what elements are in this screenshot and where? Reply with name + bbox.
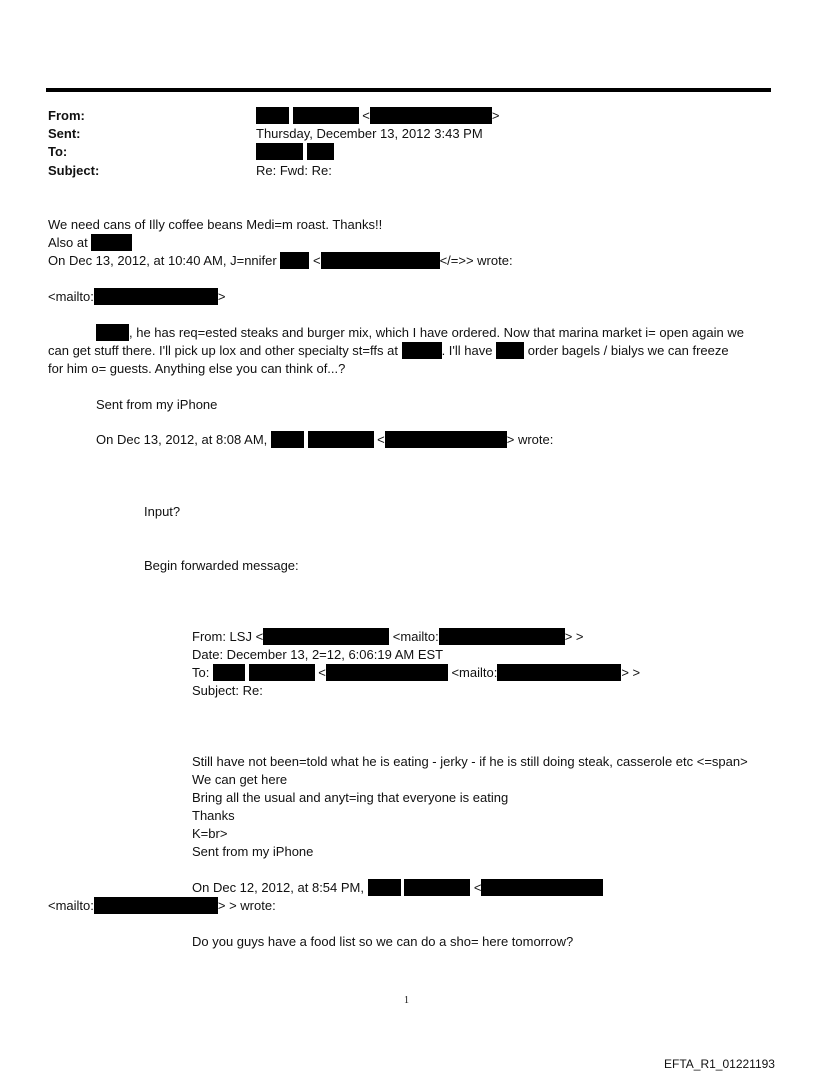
to-label: To: — [48, 144, 68, 159]
redaction — [307, 143, 334, 160]
redaction — [497, 664, 621, 681]
body-line-also: Also at — [48, 234, 132, 252]
input-line: Input? — [144, 504, 181, 519]
body-line-on-dec13-1040: On Dec 13, 2012, at 10:40 AM, J=nnifer < </=>> wrote: — [48, 253, 513, 268]
redaction — [213, 664, 245, 681]
from-gt: > — [491, 108, 500, 123]
from-label: From: — [48, 108, 85, 123]
redaction — [370, 107, 492, 124]
redaction — [293, 107, 359, 124]
redaction — [368, 879, 401, 896]
page-number: 1 — [404, 995, 409, 1006]
redaction — [256, 143, 303, 160]
still-line-2: We can get here — [192, 772, 288, 787]
still-line-4: Thanks — [192, 808, 235, 823]
subject-value: Re: Fwd: Re: — [256, 163, 332, 178]
redaction — [439, 628, 565, 645]
still-line-1: Still have not been=told what he is eating - jerky - if he is still doing steak, casserole etc <=span> — [192, 754, 748, 769]
redaction — [308, 431, 374, 448]
redaction — [321, 252, 440, 269]
from-value — [256, 107, 499, 125]
fwd-date: Date: December 13, 2=12, 6:06:19 AM EST — [192, 647, 444, 662]
sent-from-iphone-2: Sent from my iPhone — [192, 844, 314, 859]
redaction — [271, 431, 304, 448]
still-line-5: K=br> — [192, 826, 228, 841]
redaction — [94, 897, 218, 914]
sent-value: Thursday, December 13, 2012 3:43 PM — [256, 126, 483, 141]
redaction — [326, 664, 448, 681]
body-para-line1: , he has req=ested steaks and burger mix, which I have ordered. Now that marina market i= open again we — [96, 324, 744, 342]
header-rule — [46, 88, 771, 92]
body-mailto-1: <mailto: > — [48, 289, 226, 304]
redaction — [496, 342, 524, 359]
begin-forwarded: Begin forwarded message: — [144, 558, 299, 573]
redaction — [249, 664, 315, 681]
body-mailto-2: <mailto: > > wrote: — [48, 898, 276, 913]
fwd-subject: Subject: Re: — [192, 683, 263, 698]
redaction — [404, 879, 470, 896]
redaction — [96, 324, 129, 341]
body-line-coffee: We need cans of Illy coffee beans Medi=m roast. Thanks!! — [48, 217, 383, 232]
redaction — [385, 431, 507, 448]
bates-number: EFTA_R1_01221193 — [664, 1057, 775, 1071]
on-dec12-0854: On Dec 12, 2012, at 8:54 PM, < — [192, 879, 603, 897]
redaction — [256, 107, 289, 124]
sent-from-iphone-1: Sent from my iPhone — [96, 397, 218, 412]
still-line-3: Bring all the usual and anyt=ing that everyone is eating — [192, 790, 509, 805]
on-dec13-0808: On Dec 13, 2012, at 8:08 AM, < > wrote: — [96, 432, 554, 447]
food-list-line: Do you guys have a food list so we can do a sho= here tomorrow? — [192, 934, 574, 949]
redaction — [94, 288, 218, 305]
subject-label: Subject: — [48, 163, 100, 178]
from-lt: < — [362, 108, 370, 123]
body-para-line3: for him o= guests. Anything else you can think of...? — [48, 361, 346, 376]
sent-label: Sent: — [48, 126, 81, 141]
redaction — [263, 628, 389, 645]
redaction — [481, 879, 603, 896]
redaction — [402, 342, 442, 359]
redaction — [280, 252, 309, 269]
body-para-line2: can get stuff there. I'll pick up lox and other specialty st=ffs at . I'll have order bagels / bialys we can freeze — [48, 343, 729, 358]
fwd-from: From: LSJ < <mailto: > > — [192, 629, 584, 644]
to-value — [256, 143, 334, 161]
redaction — [91, 234, 132, 251]
fwd-to: To: < <mailto: > > — [192, 665, 641, 680]
